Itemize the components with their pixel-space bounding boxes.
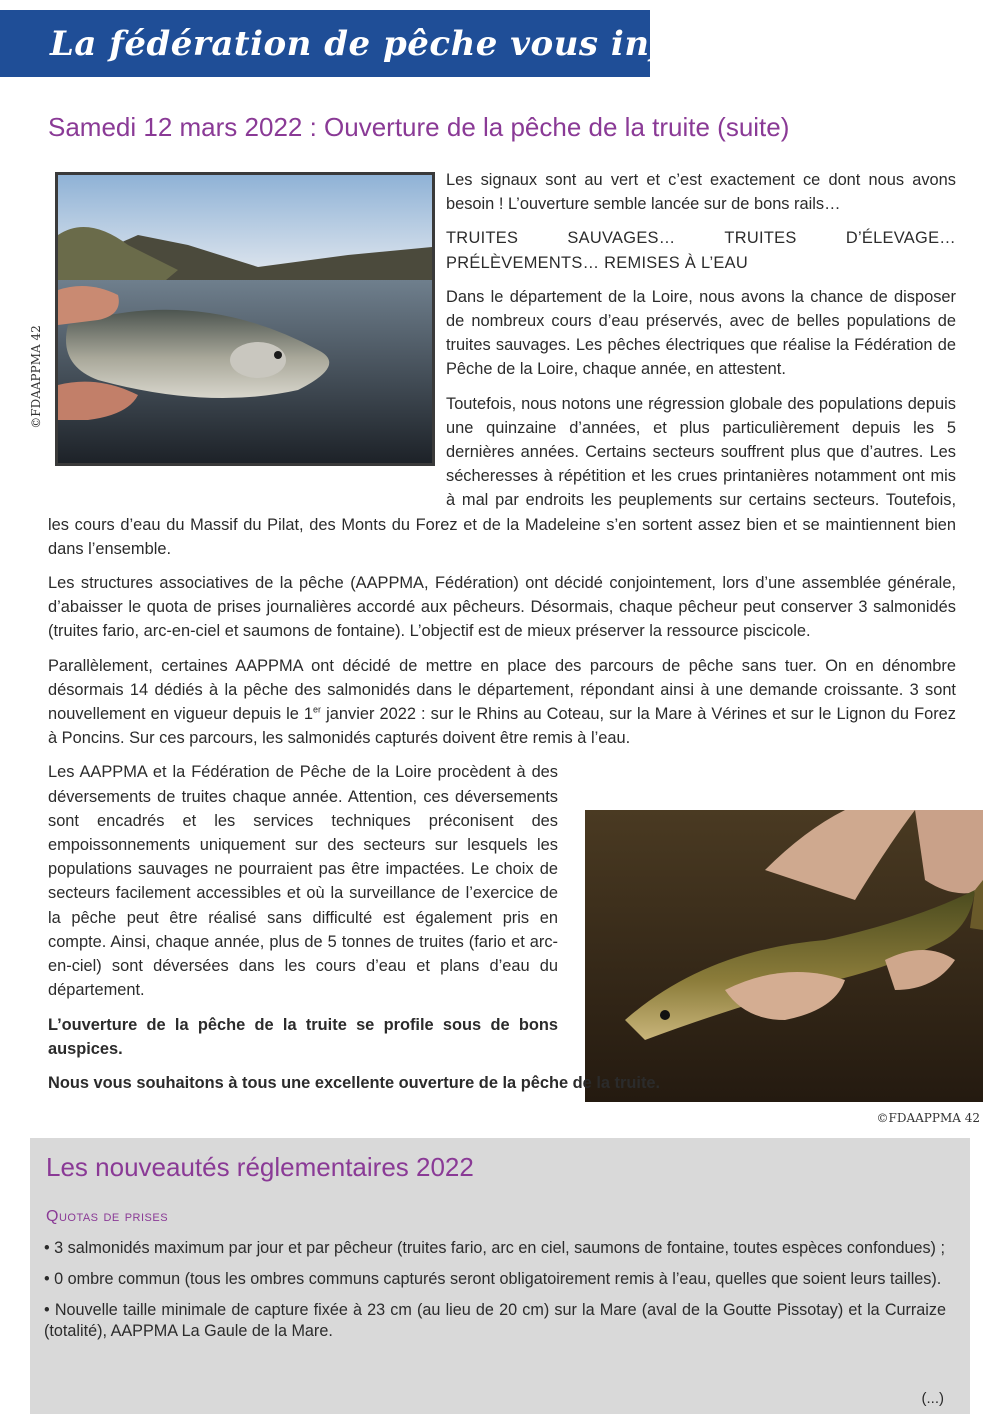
- article-paragraph-3: Les structures associatives de la pêche (AAPPMA, Fédération) ont décidé conjointement, lors d’une assemblée générale, d’abaisser le quota de prises journalières accordé aux pêcheurs. Désormais, chaque pêcheur peut conserver 3 salmonidés (truites fario, arc-en-ciel et saumons de fontaine). L’objectif est de mieux préserver la ressource piscicole.: [48, 574, 956, 641]
- regulations-title: Les nouveautés réglementaires 2022: [46, 1152, 474, 1182]
- p4-sup: er: [313, 704, 322, 715]
- article-paragraph-1: Dans le département de la Loire, nous avons la chance de disposer de nombreux cours d’eau préservés, avec de belles populations de truites sauvages. Les pêches électriques que réalise la Fédération de Pêche de la Loire, chaque année, en attestent.: [446, 287, 956, 379]
- article-subhead: TRUITES SAUVAGES… TRUITES D’ÉLEVAGE… PRÉLÈVEMENTS… REMISES À L’EAU: [446, 229, 956, 272]
- photo1-credit: [26, 290, 46, 470]
- photo1-spacer: [48, 168, 446, 498]
- regulations-list: [44, 1238, 946, 1352]
- photo1-credit-text: ©FDAAPPMA 42: [29, 325, 43, 429]
- list-item: • 3 salmonidés maximum par jour et par pêcheur (truites fario, arc en ciel, saumons de fontaine, toutes espèces confondues) ;: [44, 1239, 945, 1257]
- photo2-spacer: [558, 760, 956, 1070]
- p4-part-b: janvier 2022 : sur le Rhins au Coteau, sur la Mare à Vérines et sur le Lignon du Forez à Poncins. Sur ces parcours, les salmonidés capturés doivent être remis à l’eau.: [48, 705, 956, 748]
- article-paragraph-7: Nous vous souhaitons à tous une excellente ouverture de la pêche de la truite.: [48, 1073, 661, 1092]
- article-paragraph-4: [48, 654, 956, 751]
- continued-marker: (...): [921, 1390, 944, 1407]
- header-banner: [0, 10, 765, 77]
- list-item: • 0 ombre commun (tous les ombres communs capturés seront obligatoirement remis à l’eau, quelles que soient leurs tailles).: [44, 1270, 942, 1288]
- list-item: • Nouvelle taille minimale de capture fixée à 23 cm (au lieu de 20 cm) sur la Mare (aval de la Goutte Pissotay) et la Curraize (totalité), AAPPMA La Gaule de la Mare.: [44, 1301, 946, 1340]
- article-intro: Les signaux sont au vert et c’est exactement ce dont nous avons besoin ! L’ouverture semble lancée sur de bons rails…: [446, 171, 956, 214]
- photo2-credit: ©FDAAPPMA 42: [876, 1111, 980, 1125]
- banner-title: La fédération de pêche vous informe: [50, 24, 765, 64]
- article-paragraph-2: Toutefois, nous notons une régression globale des populations depuis une quinzaine d’années, et plus particulièrement depuis les 5 dernières années. Certains secteurs souffrent plus que d’autres. Les sécheresses à répétition et les crues printanières notamment ont mis à mal par endroits les peuplements sur certains secteurs. Toutefois, les cours d’eau du Massif du Pilat, des Monts du Forez et de la Madeleine s’en sortent assez bien et se maintiennent bien dans l’ensemble.: [48, 394, 956, 558]
- article-paragraph-6: L’ouverture de la pêche de la truite se profile sous de bons auspices.: [48, 1015, 558, 1058]
- regulations-subtitle: Quotas de prises: [46, 1208, 169, 1225]
- article-body: [48, 168, 956, 1105]
- article-paragraph-5: Les AAPPMA et la Fédération de Pêche de la Loire procèdent à des déversements de truites chaque année. Attention, ces déversements sont encadrés et les services techniques préconisent des empoissonnements uniquement sur des secteurs sur lesquels les populations sauvages ne pourraient pas être impactées. Le choix de secteurs facilement accessibles et où la surveillance de l’exercice de la pêche peut être réalisé sans difficulté est également pris en compte. Ainsi, chaque année, plus de 5 tonnes de truites (fario et arc-en-ciel) sont déversées dans les cours d’eau et plans d’eau du département.: [48, 763, 558, 1000]
- p4-part-a: Parallèlement, certaines AAPPMA ont décidé de mettre en place des parcours de pêche sans tuer. On en dénombre désormais 14 dédiés à la pêche des salmonidés dans le département, répondant ainsi à une demande croissante. 3 sont nouvellement en vigueur depuis le 1: [48, 656, 956, 724]
- article-title: Samedi 12 mars 2022 : Ouverture de la pêche de la truite (suite): [48, 112, 790, 142]
- regulations-box: [30, 1138, 970, 1414]
